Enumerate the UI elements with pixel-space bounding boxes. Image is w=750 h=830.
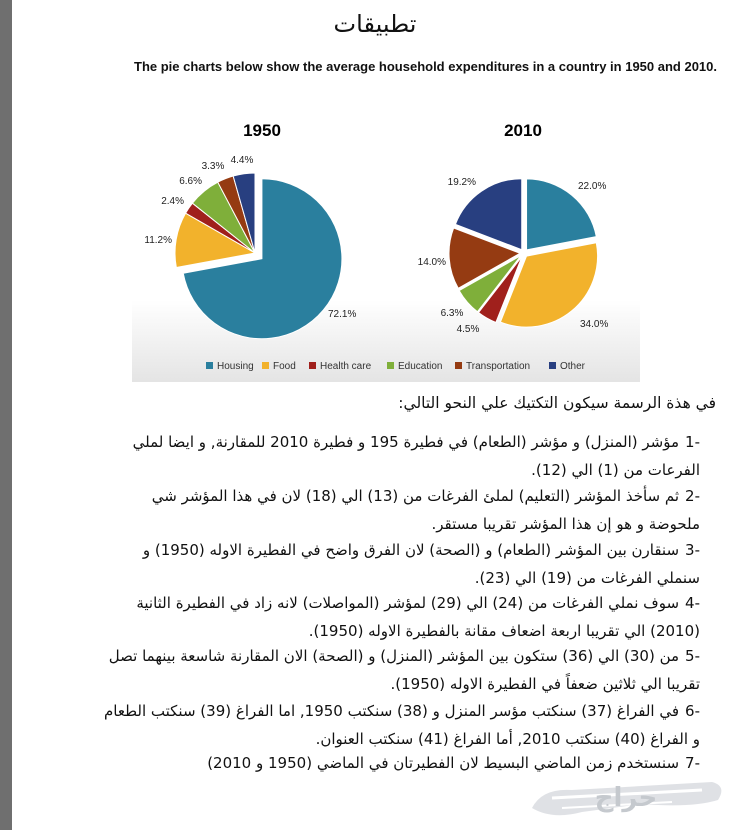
step-text: تقريبا الي ثلاثين ضعفاً في الفطيرة الاوله (1950). [390, 675, 700, 693]
haraj-watermark [522, 768, 732, 828]
step-text: ملحوضة و هو إن هذا المؤشر تقريبا مستقر. [431, 515, 700, 533]
step-line [100, 482, 700, 510]
step-line [100, 642, 700, 670]
step-number: -3 [685, 541, 700, 559]
step-text: في الفراغ (37) سنكتب مؤسر المنزل و (38) سنكتب 1950, اما الفراغ (39) سنكتب الطعام [103, 702, 680, 720]
pie-1950-label-transportation: 3.3% [201, 161, 225, 172]
pie-2010-label-health-care: 4.5% [456, 324, 480, 335]
instruction-step-5 [100, 642, 700, 698]
legend-label-transportation: Transportation [466, 361, 531, 372]
pie-2010-label-housing: 22.0% [578, 181, 607, 192]
step-line [100, 617, 700, 645]
step-number: -7 [685, 754, 700, 772]
instruction-step-6 [100, 697, 700, 753]
step-line [100, 510, 700, 538]
step-text: و الفراغ (40) سنكتب 2010, أما الفراغ (41) سنكتب العنوان. [315, 730, 700, 748]
page-title: تطبيقات [333, 10, 417, 38]
pie-1950-label-housing: 72.1% [328, 309, 357, 320]
step-number: -6 [685, 702, 700, 720]
step-text: سنقارن بين المؤشر (الطعام) و (الصحة) لان الفرق واضح في الفطيرة الاوله (1950) و [142, 541, 680, 559]
step-number: -5 [685, 647, 700, 665]
chart-title-2010: 2010 [504, 121, 542, 140]
instruction-step-3 [100, 536, 700, 592]
step-text: من (30) الي (36) ستكون بين المؤشر (المنزل) و (الصحة) الان المقارنة شاسعة بينهما تصل [108, 647, 680, 665]
pie-1950-label-other: 4.4% [230, 155, 254, 166]
step-text: مؤشر (المنزل) و مؤشر (الطعام) في فطيرة 195 و فطيرة 2010 للمقارنة, و ايضا لملي [132, 433, 680, 451]
step-line [100, 697, 700, 725]
step-text: سوف نملي الفرغات من (24) الي (29) لمؤشر (المواصلات) لانه زاد في الفطيرة الثانية [136, 594, 680, 612]
step-text: ثم سأخذ المؤشر (التعليم) لملئ الفرغات من (13) الي (18) لان في هذا المؤشر شي [151, 487, 680, 505]
step-text: (2010) الي تقريبا اربعة اضعاف مقانة بالفطيرة الاوله (1950). [308, 622, 700, 640]
pie-2010-label-transportation: 14.0% [417, 257, 446, 268]
legend-label-food: Food [273, 361, 296, 372]
step-line [100, 428, 700, 456]
legend-label-health-care: Health care [320, 361, 372, 372]
step-text: سنستخدم زمن الماضي البسيط لان الفطيرتان في الماضي (1950 و 2010) [207, 754, 680, 772]
legend-label-housing: Housing [217, 361, 254, 372]
legend-label-education: Education [398, 361, 443, 372]
pie-2010-label-education: 6.3% [440, 308, 464, 319]
step-number: -1 [685, 433, 700, 451]
step-line [100, 536, 700, 564]
instruction-step-4 [100, 589, 700, 645]
instruction-step-2 [100, 482, 700, 538]
pie-1950-label-education: 6.6% [179, 176, 202, 187]
pie-1950-label-food: 11.2% [144, 235, 172, 246]
step-number: -2 [685, 487, 700, 505]
instructions-intro: في هذة الرسمة سيكون التكتيك علي النحو التالي: [398, 394, 716, 412]
instruction-step-1 [100, 428, 700, 484]
watermark-text: حراج [594, 783, 658, 813]
step-text: الفرعات من (1) الي (12). [531, 461, 700, 479]
pie-2010-label-other: 19.2% [447, 177, 476, 188]
legend-label-other: Other [560, 361, 586, 372]
pie-1950-label-health-care: 2.4% [161, 196, 184, 207]
pie-2010-label-food: 34.0% [580, 319, 609, 330]
task-prompt: The pie charts below show the average household expenditures in a country in 1950 and 2010. [134, 59, 718, 74]
step-line [100, 589, 700, 617]
step-text: سنملي الفرغات من (19) الي (23). [474, 569, 700, 587]
step-number: -4 [685, 594, 700, 612]
step-line [100, 564, 700, 592]
chart-title-1950: 1950 [243, 121, 281, 140]
step-line [100, 670, 700, 698]
step-line [100, 456, 700, 484]
